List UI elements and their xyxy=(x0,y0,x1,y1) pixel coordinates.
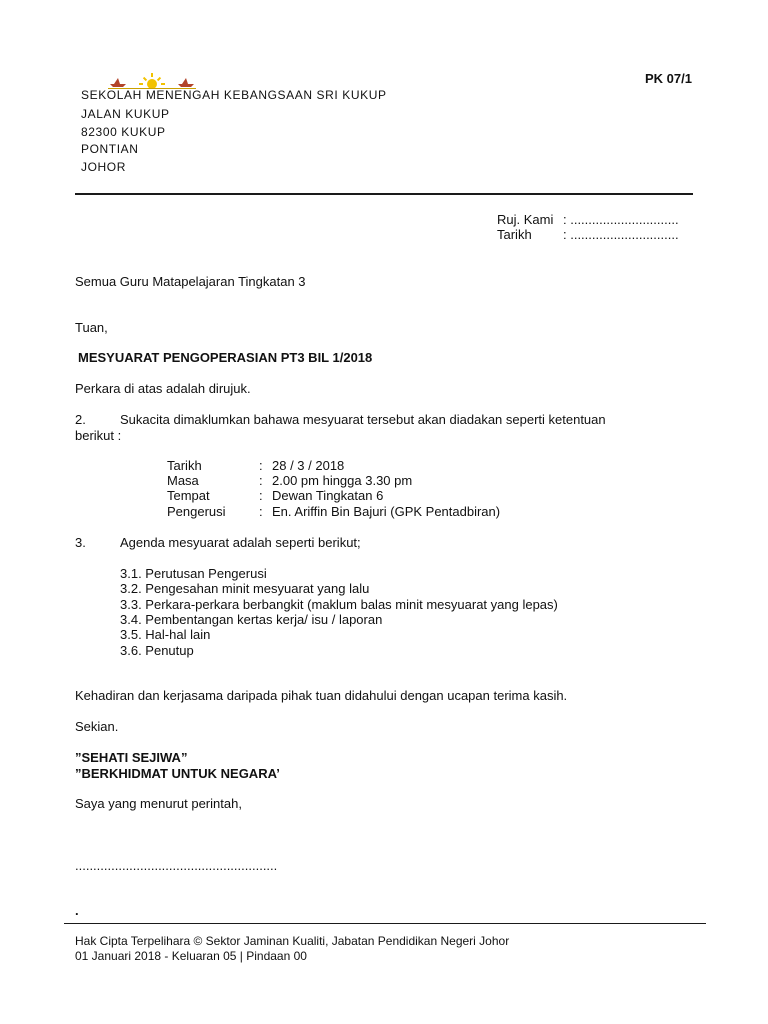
motto-line-2: ”BERKHIDMAT UNTUK NEGARA’ xyxy=(75,766,280,781)
agenda-item: 3.4. Pembentangan kertas kerja/ isu / laporan xyxy=(120,612,383,627)
paragraph-3-text: Agenda mesyuarat adalah seperti berikut; xyxy=(120,535,361,550)
signature-dot: . xyxy=(75,903,79,918)
detail-value-tarikh: 28 / 3 / 2018 xyxy=(272,458,345,473)
paragraph-3-number: 3. xyxy=(75,535,86,550)
recipient: Semua Guru Matapelajaran Tingkatan 3 xyxy=(75,274,306,289)
paragraph-2-line-1: Sukacita dimaklumkan bahawa mesyuarat tersebut akan diadakan seperti ketentuan xyxy=(120,412,606,427)
salutation: Tuan, xyxy=(75,320,108,335)
closing-paragraph: Kehadiran dan kerjasama daripada pihak tuan didahului dengan ucapan terima kasih. xyxy=(75,688,568,703)
footer-issue-info: 01 Januari 2018 - Keluaran 05 | Pindaan 00 xyxy=(75,949,307,963)
header-divider xyxy=(75,193,693,195)
agenda-item: 3.5. Hal-hal lain xyxy=(120,627,211,642)
detail-label-tarikh: Tarikh xyxy=(167,458,202,473)
detail-value-masa: 2.00 pm hingga 3.30 pm xyxy=(272,473,413,488)
sign-off: Saya yang menurut perintah, xyxy=(75,796,242,811)
signature-line: ........................................................ xyxy=(75,858,278,873)
ruj-kami-value: : .............................. xyxy=(563,212,679,227)
right-ship-icon xyxy=(178,78,194,87)
detail-colon: : xyxy=(259,458,263,473)
agenda-item: 3.2. Pengesahan minit mesyuarat yang lalu xyxy=(120,581,370,596)
detail-colon: : xyxy=(259,488,263,503)
detail-label-masa: Masa xyxy=(167,473,199,488)
detail-value-tempat: Dewan Tingkatan 6 xyxy=(272,488,384,503)
detail-label-pengerusi: Pengerusi xyxy=(167,504,226,519)
agenda-item: 3.3. Perkara-perkara berbangkit (maklum balas minit mesyuarat yang lepas) xyxy=(120,597,558,612)
footer-divider xyxy=(64,923,706,924)
footer-copyright: Hak Cipta Terpelihara © Sektor Jaminan Kualiti, Jabatan Pendidikan Negeri Johor xyxy=(75,934,510,948)
sekian-text: Sekian. xyxy=(75,719,119,734)
detail-value-pengerusi: En. Ariffin Bin Bajuri (GPK Pentadbiran) xyxy=(272,504,501,519)
school-address-postcode: 82300 KUKUP xyxy=(81,125,166,139)
detail-label-tempat: Tempat xyxy=(167,488,210,503)
school-address-street: JALAN KUKUP xyxy=(81,107,170,121)
form-code: PK 07/1 xyxy=(645,71,692,86)
paragraph-2-number: 2. xyxy=(75,412,86,427)
left-ship-icon xyxy=(110,78,126,87)
sun-rays xyxy=(139,73,165,89)
tarikh-ref-label: Tarikh xyxy=(497,227,532,242)
motto-line-1: ”SEHATI SEJIWA” xyxy=(75,750,188,765)
school-address-state: JOHOR xyxy=(81,160,126,174)
paragraph-1: Perkara di atas adalah dirujuk. xyxy=(75,381,251,396)
detail-colon: : xyxy=(259,473,263,488)
subject-heading: MESYUARAT PENGOPERASIAN PT3 BIL 1/2018 xyxy=(78,350,373,365)
detail-colon: : xyxy=(259,504,263,519)
ruj-kami-label: Ruj. Kami xyxy=(497,212,554,227)
tarikh-ref-value: : .............................. xyxy=(563,227,679,242)
agenda-item: 3.6. Penutup xyxy=(120,643,194,658)
paragraph-2-line-2: berikut : xyxy=(75,428,122,443)
school-address-district: PONTIAN xyxy=(81,142,139,156)
agenda-item: 3.1. Perutusan Pengerusi xyxy=(120,566,267,581)
school-name: SEKOLAH MENENGAH KEBANGSAAN SRI KUKUP xyxy=(81,88,387,102)
